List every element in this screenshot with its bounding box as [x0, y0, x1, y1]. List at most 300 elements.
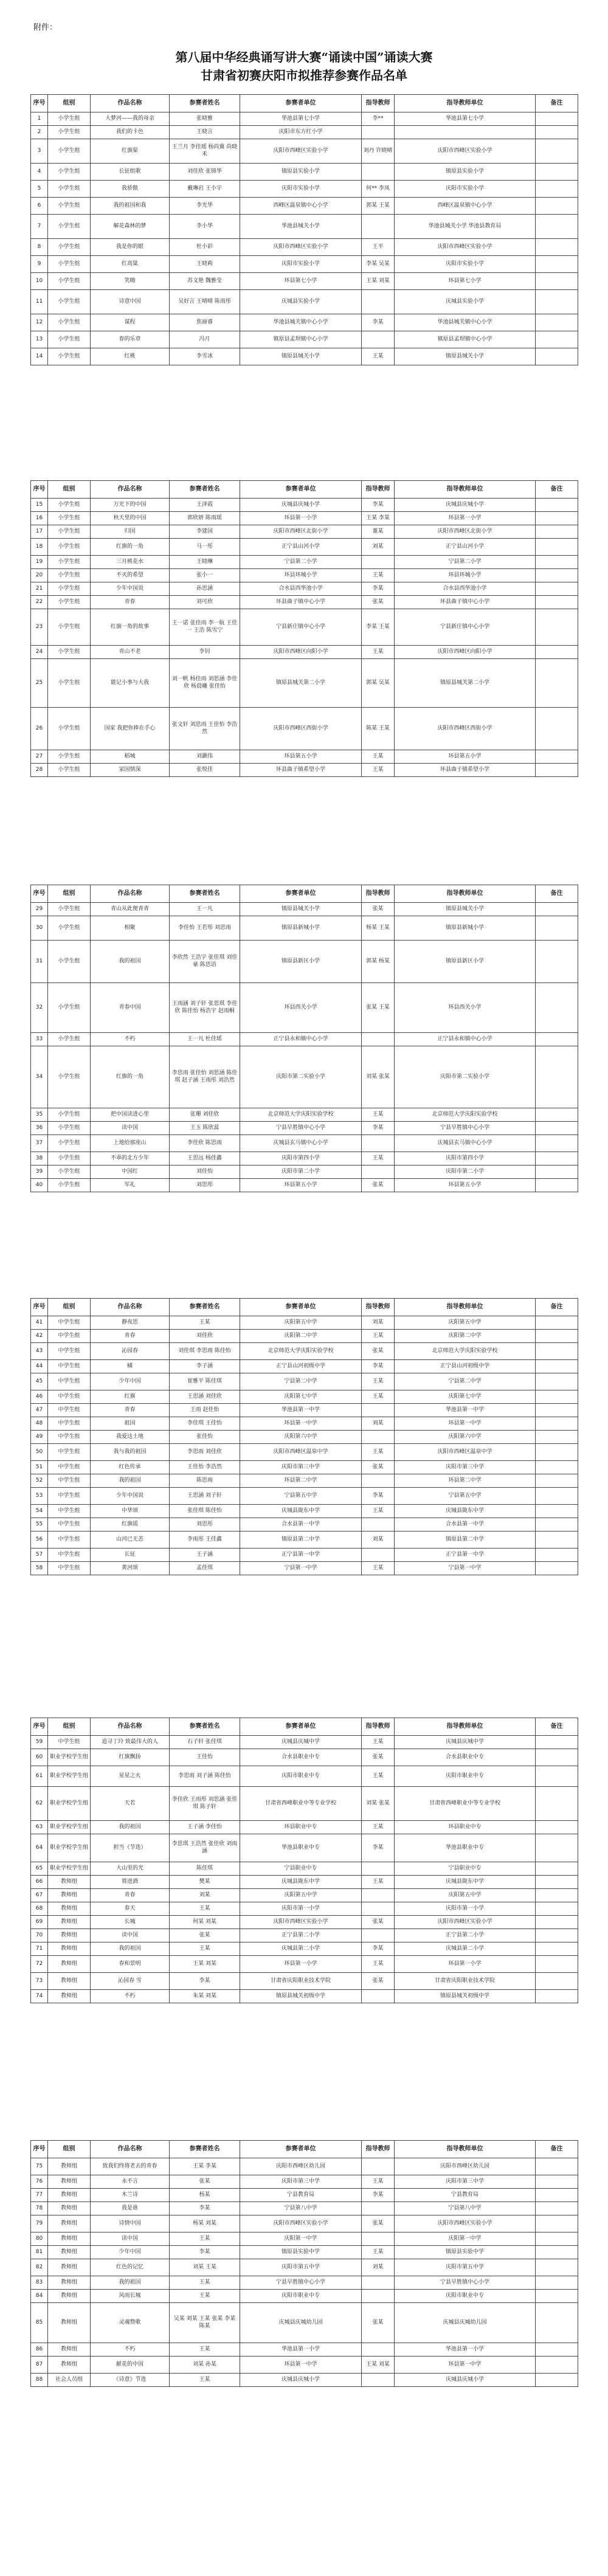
header-row: [31, 1718, 578, 1736]
cell-teacher: 张某: [362, 1461, 395, 1474]
cell-teacher: 刘某: [362, 1316, 395, 1330]
cell-teacher: 王某: [362, 348, 395, 365]
cell-teacher: 张某: [362, 903, 395, 916]
column-header-group: 组别: [48, 95, 91, 112]
cell-unit: 庆阳市西峰区向阳小学: [240, 646, 362, 659]
cell-work: 我的祖国: [91, 1821, 170, 1834]
cell-performer: 李思雨 刘佳欣: [170, 1444, 240, 1461]
cell-work: 我的祖国: [91, 941, 170, 983]
cell-no: 70: [31, 1929, 48, 1942]
cell-teacher-unit: 镇原县城关第二小学: [395, 659, 536, 708]
cell-work: 红桃: [91, 348, 170, 365]
cell-teacher-unit: 庆阳市西峰区幼儿园: [395, 2158, 536, 2175]
cell-work: 上地给那座山: [91, 1135, 170, 1152]
cell-work: 中华颂: [91, 1505, 170, 1518]
table-row: [31, 499, 578, 512]
cell-teacher: 郭某 王某: [362, 198, 395, 215]
table-row: [31, 331, 578, 348]
table-row: [31, 2175, 578, 2189]
cell-work: 大梦河——我的母亲: [91, 112, 170, 126]
cell-performer: 王晓莉: [170, 256, 240, 273]
cell-remark: [536, 1343, 578, 1360]
table-row: [31, 1431, 578, 1444]
cell-teacher-unit: 正宁县第二小学: [395, 1929, 536, 1942]
cell-work: 稻城: [91, 750, 170, 764]
table-row: [31, 596, 578, 609]
column-header-group: 组别: [48, 1718, 91, 1736]
cell-no: 75: [31, 2158, 48, 2175]
table-row: [31, 2276, 578, 2290]
cell-remark: [536, 1135, 578, 1152]
cell-unit: 庆阳市第二实验小学: [240, 1046, 362, 1108]
cell-remark: [536, 1562, 578, 1575]
cell-teacher: 张某: [362, 2215, 395, 2232]
cell-remark: [536, 198, 578, 215]
cell-work: 三月桃花水: [91, 556, 170, 569]
cell-unit: 华池县城关镇中心小学: [240, 314, 362, 331]
cell-performer: 焦丽睿: [170, 314, 240, 331]
cell-unit: 庆阳第六中学: [240, 1431, 362, 1444]
table-row: [31, 181, 578, 198]
cell-group: 小学生组: [48, 198, 91, 215]
cell-no: 57: [31, 1549, 48, 1562]
cell-group: 小学生组: [48, 708, 91, 750]
cell-performer: 刘一帆 杨佳雨 刘思涵 李佳欣 杨晨曦 张佳怡: [170, 659, 240, 708]
cell-performer: 郭欣妍 陈雨瑶: [170, 512, 240, 525]
cell-group: 教师组: [48, 2343, 91, 2357]
cell-teacher: 刘某 张某: [362, 1046, 395, 1108]
cell-no: 52: [31, 1474, 48, 1488]
cell-performer: 李思琪 王浩然 张佳欣 刘雨涵: [170, 1834, 240, 1862]
cell-no: 71: [31, 1942, 48, 1956]
column-header-unit: 参赛者单位: [240, 95, 362, 112]
cell-remark: [536, 181, 578, 198]
cell-remark: [536, 1488, 578, 1505]
cell-no: 3: [31, 139, 48, 164]
cell-no: 69: [31, 1916, 48, 1929]
cell-teacher: [362, 1431, 395, 1444]
cell-group: 小学生组: [48, 750, 91, 764]
cell-unit: 环县第一中学: [240, 1417, 362, 1431]
cell-unit: 庆阳市第二小学: [240, 1165, 362, 1179]
cell-work: 青春: [91, 1889, 170, 1902]
cell-work: 红旗谣: [91, 1518, 170, 1531]
cell-remark: [536, 1990, 578, 2003]
cell-no: 55: [31, 1518, 48, 1531]
cell-no: 56: [31, 1531, 48, 1549]
cell-group: 小学生组: [48, 1046, 91, 1108]
cell-performer: 刘某: [170, 1889, 240, 1902]
cell-teacher-unit: 庆阳市西峰区向阳小学: [395, 646, 536, 659]
cell-group: 小学生组: [48, 239, 91, 256]
cell-group: 职业学校学生组: [48, 1787, 91, 1821]
cell-unit: 庆城县陇东中学: [240, 1505, 362, 1518]
cell-no: 16: [31, 512, 48, 525]
cell-teacher-unit: 甘肃省庆阳职业技术学院: [395, 1973, 536, 1990]
cell-group: 教师组: [48, 1889, 91, 1902]
cell-unit: 宁县早胜镇中心小学: [240, 2276, 362, 2290]
cell-unit: 庆阳市实验小学: [240, 256, 362, 273]
document-title-line2: 甘肃省初赛庆阳市拟推荐参赛作品名单: [201, 68, 407, 83]
cell-teacher-unit: 正宁县山河初级中学: [395, 1360, 536, 1373]
cell-no: 50: [31, 1444, 48, 1461]
cell-work: 春和景明: [91, 1956, 170, 1973]
cell-teacher: 刘某: [362, 1417, 395, 1431]
cell-group: 中学生组: [48, 1518, 91, 1531]
cell-no: 33: [31, 1033, 48, 1046]
table-row: [31, 2374, 578, 2387]
cell-no: 29: [31, 903, 48, 916]
cell-work: 春的乐章: [91, 331, 170, 348]
cell-unit: 镇原县孟坝镇中心小学: [240, 331, 362, 348]
cell-no: 13: [31, 331, 48, 348]
cell-unit: 庆阳第五中学: [240, 1889, 362, 1902]
cell-unit: 甘肃省庆阳职业技术学院: [240, 1973, 362, 1990]
cell-teacher-unit: 甘肃省西峰职业中等专业学校: [395, 1787, 536, 1821]
cell-teacher-unit: 庆阳第二中学: [395, 1330, 536, 1343]
cell-performer: 王思远 杨佳鑫: [170, 1152, 240, 1165]
cell-unit: 北京师范大学庆阳实验学校: [240, 1108, 362, 1122]
table-row: [31, 582, 578, 596]
cell-unit: 庆阳市职业中专: [240, 2290, 362, 2303]
cell-teacher-unit: 庆阳市西峰区实验小学: [395, 239, 536, 256]
cell-teacher-unit: 环县第五小学: [395, 750, 536, 764]
cell-performer: 李雪冰: [170, 348, 240, 365]
cell-teacher-unit: 镇原县第二中学: [395, 1531, 536, 1549]
cell-remark: [536, 1122, 578, 1135]
column-header-teacher-unit: 指导教师单位: [395, 1299, 536, 1316]
cell-unit: 庆阳市西峰区实验小学: [240, 2215, 362, 2232]
cell-remark: [536, 2232, 578, 2246]
cell-teacher: 张某: [362, 1343, 395, 1360]
cell-remark: [536, 983, 578, 1033]
cell-work: 家国情深: [91, 764, 170, 777]
cell-unit: 庆阳市第三中学: [240, 2175, 362, 2189]
table-row: [31, 525, 578, 539]
table-row: [31, 2246, 578, 2259]
cell-no: 77: [31, 2189, 48, 2202]
table-row: [31, 1518, 578, 1531]
column-header-unit: 参赛者单位: [240, 1299, 362, 1316]
cell-no: 43: [31, 1343, 48, 1360]
cell-group: 教师组: [48, 1990, 91, 2003]
cell-performer: 王某: [170, 2232, 240, 2246]
cell-no: 59: [31, 1736, 48, 1749]
cell-unit: 庆阳市西峰区北街小学: [240, 525, 362, 539]
cell-group: 中学生组: [48, 1330, 91, 1343]
cell-teacher-unit: 环县西关小学: [395, 983, 536, 1033]
cell-remark: [536, 273, 578, 290]
cell-group: 小学生组: [48, 1135, 91, 1152]
cell-group: 小学生组: [48, 314, 91, 331]
cell-no: 42: [31, 1330, 48, 1343]
cell-work: 红旗一角的故事: [91, 609, 170, 646]
cell-group: 小学生组: [48, 596, 91, 609]
cell-unit: 环县西关小学: [240, 983, 362, 1033]
cell-teacher: 王某: [362, 764, 395, 777]
cell-teacher-unit: 庆城县庆城小学: [395, 2374, 536, 2387]
cell-unit: 庆阳市职业中专: [240, 1766, 362, 1787]
cell-performer: 李佳欣 陈思雨: [170, 1135, 240, 1152]
cell-unit: 镇原县新城小学: [240, 916, 362, 941]
cell-performer: 孟佳琪: [170, 1562, 240, 1575]
cell-teacher-unit: 环县第一小学: [395, 512, 536, 525]
table-row: [31, 539, 578, 556]
cell-work: 少年中国: [91, 2246, 170, 2259]
table-row: [31, 1316, 578, 1330]
table-row: [31, 2303, 578, 2343]
cell-remark: [536, 2374, 578, 2387]
cell-teacher: 王某: [362, 1766, 395, 1787]
cell-group: 教师组: [48, 1956, 91, 1973]
cell-no: 8: [31, 239, 48, 256]
cell-remark: [536, 1444, 578, 1461]
cell-no: 60: [31, 1749, 48, 1766]
cell-group: 小学生组: [48, 273, 91, 290]
cell-teacher-unit: 庆城县玄马镇中心小学: [395, 1135, 536, 1152]
table-row: [31, 348, 578, 365]
cell-performer: 刘思彤: [170, 1518, 240, 1531]
table-row: [31, 1562, 578, 1575]
cell-teacher-unit: 庆阳市西峰区温泉中学: [395, 1444, 536, 1461]
table-row: [31, 1766, 578, 1787]
cell-teacher: 王某: [362, 1444, 395, 1461]
cell-no: 25: [31, 659, 48, 708]
table-row: [31, 1033, 578, 1046]
cell-teacher-unit: 华池县职业中专: [395, 1834, 536, 1862]
cell-performer: 李思雨 刘子涵 陈佳怡: [170, 1766, 240, 1787]
cell-teacher-unit: 镇原县城关小学: [395, 903, 536, 916]
cell-group: 小学生组: [48, 164, 91, 181]
cell-remark: [536, 215, 578, 239]
cell-remark: [536, 556, 578, 569]
column-header-teacher: 指导教师: [362, 1718, 395, 1736]
cell-performer: 王某: [170, 2290, 240, 2303]
cell-remark: [536, 539, 578, 556]
cell-teacher-unit: 庆阳第五中学: [395, 1889, 536, 1902]
cell-teacher-unit: 庆阳市西峰区实验小学: [395, 2215, 536, 2232]
column-header-work: 作品名称: [91, 1718, 170, 1736]
cell-performer: 王一凡: [170, 903, 240, 916]
cell-unit: 宁县早胜镇中心小学: [240, 1122, 362, 1135]
cell-work: 长征组歌: [91, 164, 170, 181]
cell-performer: 李佳怡 王若彤 刘思雨: [170, 916, 240, 941]
column-header-remark: 备注: [536, 2141, 578, 2158]
cell-no: 34: [31, 1046, 48, 1108]
cell-unit: 西峰区温泉镇中心小学: [240, 198, 362, 215]
cell-group: 中学生组: [48, 1417, 91, 1431]
cell-remark: [536, 2303, 578, 2343]
cell-remark: [536, 2290, 578, 2303]
cell-unit: 镇原县城关初级中学: [240, 1990, 362, 2003]
entries-table: [30, 1298, 578, 1575]
cell-unit: 庆城县第二小学: [240, 1942, 362, 1956]
cell-teacher-unit: 环县第一小学: [395, 1956, 536, 1973]
cell-group: 教师组: [48, 1902, 91, 1916]
cell-unit: 环县第七小学: [240, 273, 362, 290]
cell-group: 小学生组: [48, 1108, 91, 1122]
cell-no: 14: [31, 348, 48, 365]
cell-no: 24: [31, 646, 48, 659]
cell-teacher-unit: 庆阳市第二小学: [395, 1165, 536, 1179]
cell-unit: 正宁县第一中学: [240, 1549, 362, 1562]
cell-teacher: 张某 王某: [362, 983, 395, 1033]
cell-group: 教师组: [48, 2158, 91, 2175]
cell-teacher: [362, 164, 395, 181]
table-row: [31, 256, 578, 273]
cell-group: 小学生组: [48, 525, 91, 539]
cell-remark: [536, 1929, 578, 1942]
cell-performer: 王思涵 刘子轩: [170, 1488, 240, 1505]
cell-no: 17: [31, 525, 48, 539]
cell-performer: 樊某: [170, 1876, 240, 1889]
cell-performer: 王佳怡: [170, 1749, 240, 1766]
cell-remark: [536, 1108, 578, 1122]
cell-teacher-unit: 正宁县第一中学: [395, 1549, 536, 1562]
cell-remark: [536, 764, 578, 777]
cell-performer: 戴琳岩 王小宇: [170, 181, 240, 198]
column-header-remark: 备注: [536, 481, 578, 499]
table-row: [31, 126, 578, 139]
cell-no: 18: [31, 539, 48, 556]
cell-group: 中学生组: [48, 1373, 91, 1390]
cell-teacher: 刘某: [362, 2259, 395, 2276]
cell-work: 读中国: [91, 2232, 170, 2246]
cell-teacher-unit: 镇原县新城小学: [395, 916, 536, 941]
cell-teacher: [362, 2202, 395, 2215]
cell-no: 11: [31, 290, 48, 314]
cell-teacher-unit: 环县曲子镇中心小学: [395, 596, 536, 609]
cell-unit: 庆阳市第四小学: [240, 1152, 362, 1165]
cell-performer: 李建国: [170, 525, 240, 539]
column-header-teacher: 指导教师: [362, 2141, 395, 2158]
cell-group: 小学生组: [48, 983, 91, 1033]
cell-work: 少年中国说: [91, 1488, 170, 1505]
cell-teacher-unit: 庆阳市第四小学: [395, 1152, 536, 1165]
header-row: [31, 95, 578, 112]
table-row: [31, 273, 578, 290]
cell-teacher-unit: 庆城县陇东中学: [395, 1876, 536, 1889]
cell-teacher: 李某: [362, 499, 395, 512]
cell-performer: 石子轩 张佳琪: [170, 1736, 240, 1749]
cell-teacher: 王某: [362, 1390, 395, 1404]
cell-teacher: 王某: [362, 1505, 395, 1518]
cell-group: 小学生组: [48, 609, 91, 646]
cell-unit: 华池县第一小学: [240, 2343, 362, 2357]
cell-work: 我是谁: [91, 2202, 170, 2215]
cell-remark: [536, 1373, 578, 1390]
cell-teacher: 李某: [362, 582, 395, 596]
cell-teacher-unit: 宁县早胜镇中心小学: [395, 1122, 536, 1135]
cell-teacher: 李某 吴某: [362, 256, 395, 273]
table-row: [31, 1834, 578, 1862]
cell-teacher: 李某: [362, 1122, 395, 1135]
cell-teacher-unit: 庆阳市西峰区实验小学: [395, 1916, 536, 1929]
cell-teacher: 王某: [362, 1152, 395, 1165]
column-header-performer: 参赛者姓名: [170, 1718, 240, 1736]
cell-teacher-unit: 环县第七小学: [395, 273, 536, 290]
cell-unit: 庆城县庆城小学: [240, 499, 362, 512]
cell-performer: 陈思雨: [170, 1474, 240, 1488]
cell-performer: 王佳怡 李浩然: [170, 1461, 240, 1474]
table-row: [31, 2232, 578, 2246]
cell-remark: [536, 1165, 578, 1179]
cell-teacher-unit: 宁县第八中学: [395, 2202, 536, 2215]
cell-no: 36: [31, 1122, 48, 1135]
cell-work: 我的祖国和我: [91, 198, 170, 215]
cell-remark: [536, 1417, 578, 1431]
cell-work: 军礼: [91, 1179, 170, 1192]
cell-group: 教师组: [48, 2276, 91, 2290]
cell-unit: 环县第二中学: [240, 1474, 362, 1488]
cell-teacher: 李某: [362, 314, 395, 331]
cell-no: 73: [31, 1973, 48, 1990]
table-row: [31, 512, 578, 525]
cell-no: 86: [31, 2343, 48, 2357]
cell-work: 永不言: [91, 2175, 170, 2189]
cell-performer: 张某: [170, 1929, 240, 1942]
cell-group: 教师组: [48, 2290, 91, 2303]
cell-teacher: [362, 1929, 395, 1942]
cell-teacher-unit: 华池县第一小学: [395, 2343, 536, 2357]
cell-group: 中学生组: [48, 1360, 91, 1373]
cell-no: 26: [31, 708, 48, 750]
cell-group: 小学生组: [48, 539, 91, 556]
cell-performer: 张文轩 刘思雨 王佳怡 李浩然: [170, 708, 240, 750]
cell-group: 小学生组: [48, 1033, 91, 1046]
cell-teacher-unit: 庆阳市第五中学: [395, 2259, 536, 2276]
cell-work: 追寻丁玲 致最伟大的人: [91, 1736, 170, 1749]
table-row: [31, 1505, 578, 1518]
table-row: [31, 112, 578, 126]
cell-remark: [536, 256, 578, 273]
cell-remark: [536, 2215, 578, 2232]
cell-work: 红旗: [91, 1390, 170, 1404]
cell-group: 教师组: [48, 2175, 91, 2189]
cell-teacher: 郭某 吴某: [362, 659, 395, 708]
cell-unit: 宁县职业中专: [240, 1862, 362, 1876]
table-row: [31, 1108, 578, 1122]
column-header-unit: 参赛者单位: [240, 481, 362, 499]
cell-no: 38: [31, 1152, 48, 1165]
cell-group: 小学生组: [48, 139, 91, 164]
column-header-performer: 参赛者姓名: [170, 2141, 240, 2158]
cell-performer: 李佳琪 王佳怡: [170, 1417, 240, 1431]
cell-teacher-unit: 庆阳第一中学: [395, 2232, 536, 2246]
cell-remark: [536, 1889, 578, 1902]
cell-teacher: 李某 王某: [362, 609, 395, 646]
cell-teacher-unit: 宁县第一中学: [395, 1562, 536, 1575]
table-row: [31, 164, 578, 181]
cell-work: 青春: [91, 1330, 170, 1343]
table-row: [31, 1373, 578, 1390]
cell-no: 44: [31, 1360, 48, 1373]
cell-performer: 陈佳琪: [170, 1862, 240, 1876]
cell-teacher: 杨某 王某: [362, 916, 395, 941]
cell-no: 23: [31, 609, 48, 646]
cell-unit: 北京师范大学庆阳实验学校: [240, 1343, 362, 1360]
cell-teacher-unit: 庆城县庆城中学: [395, 1736, 536, 1749]
cell-performer: 王某: [170, 1902, 240, 1916]
cell-unit: 宁县第一中学: [240, 1562, 362, 1575]
cell-teacher-unit: 庆阳市西峰区实验小学: [395, 139, 536, 164]
cell-performer: 吴某 刘某 王某 张某 李某 陈某: [170, 2303, 240, 2343]
cell-remark: [536, 646, 578, 659]
cell-work: 少年中国说: [91, 582, 170, 596]
cell-unit: 宁县新庄镇中心小学: [240, 609, 362, 646]
cell-group: 职业学校学生组: [48, 1834, 91, 1862]
cell-remark: [536, 1862, 578, 1876]
